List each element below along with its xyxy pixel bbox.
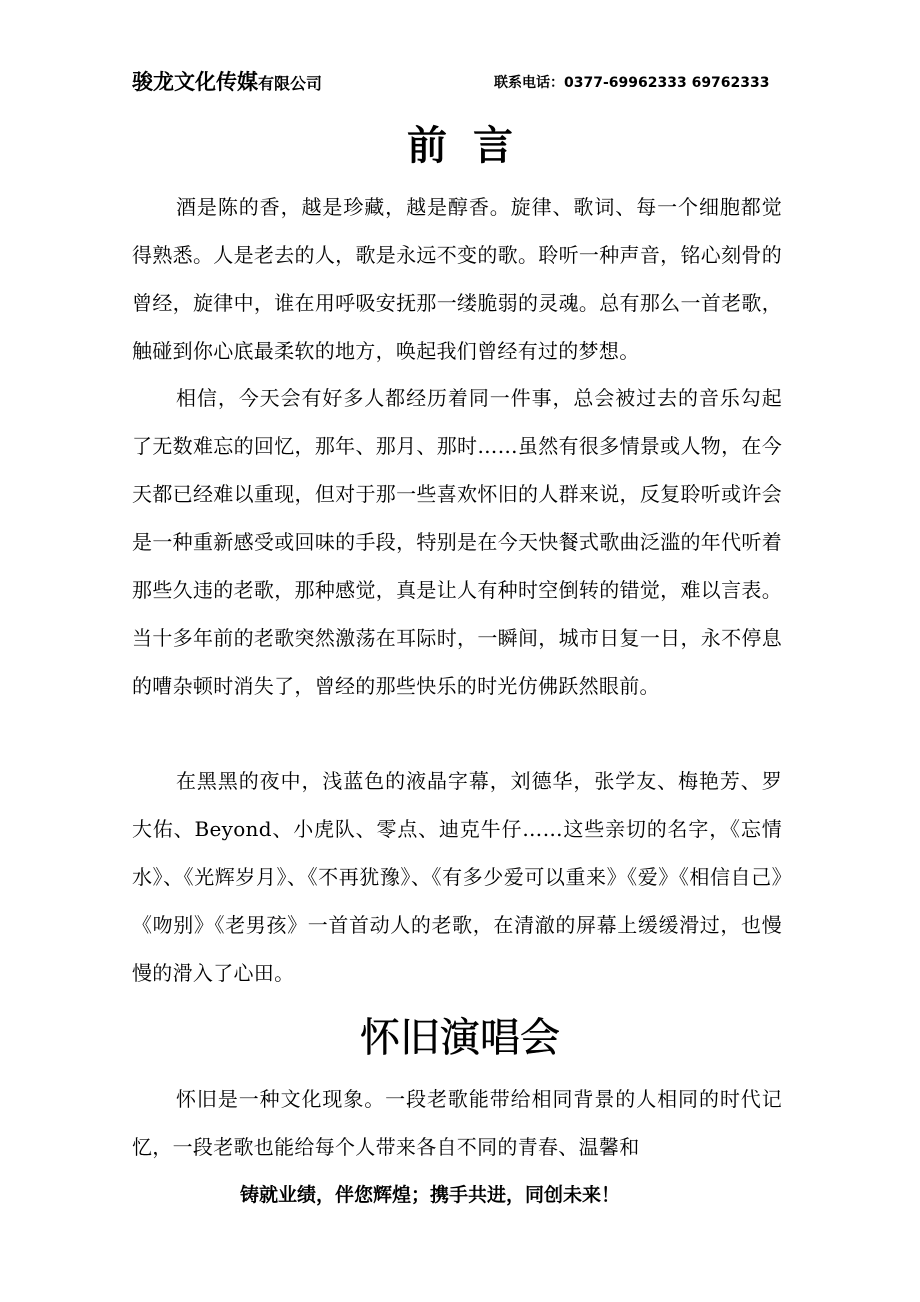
footer-slogan: 铸就业绩，伴您辉煌；携手共进，同创未来！ bbox=[239, 1184, 620, 1206]
contact-phone: 联系电话：0377-69962333 69762333 bbox=[494, 75, 770, 91]
preface-paragraph-2: 相信，今天会有好多人都经历着同一件事，总会被过去的音乐勾起了无数难忘的回忆，那年、那月、那时……虽然有很多情景或人物，在今天都已经难以重现，但对于那一些喜欢怀旧的人群来说，反复聆听或许会是一种重新感受或回味的手段，特别是在今天快餐式歌曲泛滥的年代听着那些久违的老歌，那种感觉，真是让人有种时空倒转的错觉，难以言表。当十多年前的老歌突然激荡在耳际时，一瞬间，城市日复一日，永不停息的嘈杂顿时消失了，曾经的那些快乐的时光仿佛跃然眼前。 bbox=[132, 386, 782, 698]
preface-title: 前言 bbox=[407, 123, 539, 169]
page-header bbox=[132, 66, 782, 100]
company-name-main: 骏龙文化传媒 bbox=[132, 70, 258, 94]
concert-title: 怀旧演唱会 bbox=[360, 1015, 560, 1061]
preface-paragraph-1: 酒是陈的香，越是珍藏，越是醇香。旋律、歌词、每一个细胞都觉得熟悉。人是老去的人，歌是永远不变的歌。聆听一种声音，铭心刻骨的曾经，旋律中，谁在用呼吸安抚那一缕脆弱的灵魂。总有那么一首老歌，触碰到你心底最柔软的地方，唤起我们曾经有过的梦想。 bbox=[132, 195, 782, 363]
company-name bbox=[132, 66, 322, 100]
company-name-suffix: 有限公司 bbox=[258, 74, 323, 93]
concert-paragraph-1: 怀旧是一种文化现象。一段老歌能带给相同背景的人相同的时代记忆，一段老歌也能给每个人带来各自不同的青春、温馨和 bbox=[132, 1087, 782, 1159]
preface-paragraph-3: 在黑黑的夜中，浅蓝色的液晶字幕，刘德华，张学友、梅艳芳、罗大佑、Beyond、小虎队、零点、迪克牛仔……这些亲切的名字，《忘情水》、《光辉岁月》、《不再犹豫》、《有多少爱可以重来》《爱》《相信自己》《吻别》《老男孩》一首首动人的老歌，在清澈的屏幕上缓缓滑过，也慢慢的滑入了心田。 bbox=[132, 769, 782, 985]
